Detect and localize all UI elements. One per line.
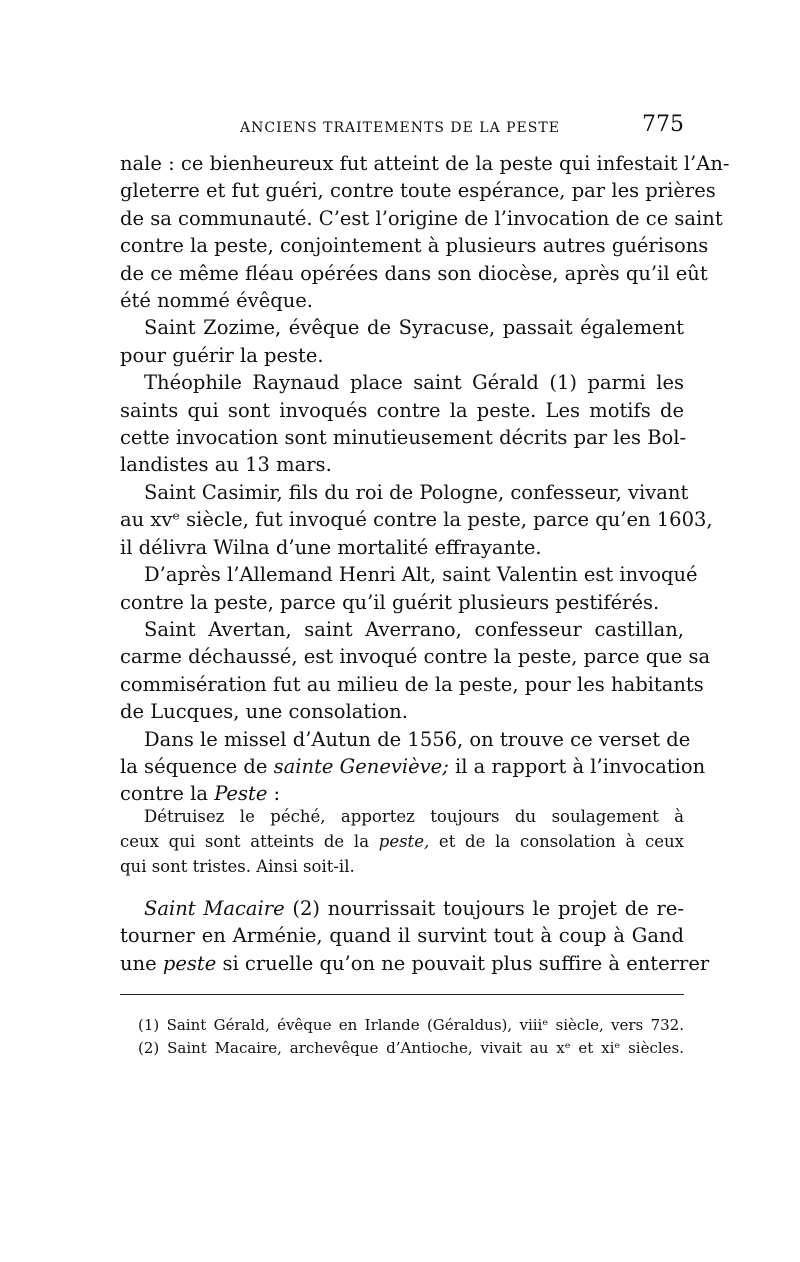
text-line: commisération fut au milieu de la peste, pour les habitants bbox=[120, 672, 704, 696]
text-line: au xvᵉ siècle, fut invoqué contre la peste, parce qu’en 1603, bbox=[120, 508, 713, 532]
text-run: : bbox=[267, 782, 281, 806]
text-line bbox=[120, 950, 710, 977]
text-line: de Lucques, une consolation. bbox=[120, 700, 408, 724]
text-run: si cruelle qu’on ne pouvait plus suffire à enterrer bbox=[216, 951, 710, 975]
text-line: cette invocation sont minutieusement décrits par les Bol- bbox=[120, 426, 687, 450]
footnote: (2) Saint Macaire, archevêque d’Antioche, vivait au xᵉ et xiᵉ siècles. bbox=[138, 1039, 684, 1057]
page-header bbox=[120, 112, 684, 142]
text-line: carme déchaussé, est invoqué contre la peste, parce que sa bbox=[120, 645, 711, 669]
italic-text: peste bbox=[162, 951, 217, 975]
quote-line: qui sont tristes. Ainsi soit-il. bbox=[120, 857, 355, 876]
body-text bbox=[120, 150, 730, 808]
text-line: landistes au 13 mars. bbox=[120, 453, 332, 477]
text-line: tourner en Arménie, quand il survint tout à coup à Gand bbox=[120, 924, 684, 948]
text-line: D’après l’Allemand Henri Alt, saint Valentin est invoqué bbox=[144, 563, 698, 587]
text-run: la séquence de bbox=[120, 754, 274, 778]
running-head: ANCIENS TRAITEMENTS DE LA PESTE bbox=[240, 120, 560, 136]
text-line bbox=[120, 895, 684, 922]
text-line: Théophile Raynaud place saint Gérald (1) parmi les bbox=[144, 371, 684, 395]
text-run: ceux qui sont atteints de la bbox=[120, 832, 379, 851]
text-line: saints qui sont invoqués contre la peste. Les motifs de bbox=[120, 398, 684, 422]
footnote-rule bbox=[120, 994, 684, 995]
body-text-continued bbox=[120, 895, 710, 977]
text-line: Dans le missel d’Autun de 1556, on trouve ce verset de bbox=[144, 727, 691, 751]
text-run: il a rapport à l’invocation bbox=[448, 754, 706, 778]
quoted-verse bbox=[120, 804, 684, 879]
text-line: gleterre et fut guéri, contre toute espérance, par les prières bbox=[120, 179, 716, 203]
text-line: été nommé évêque. bbox=[120, 289, 314, 313]
quote-line: Détruisez le péché, apportez toujours du soulagement à bbox=[144, 807, 684, 826]
text-line: il délivra Wilna d’une mortalité effrayante. bbox=[120, 535, 542, 559]
text-run: une bbox=[120, 951, 163, 975]
text-line bbox=[120, 753, 706, 780]
text-line: de ce même fléau opérées dans son diocèse, après qu’il eût bbox=[120, 261, 708, 285]
italic-text: Peste bbox=[214, 782, 268, 806]
footnotes bbox=[138, 1014, 684, 1060]
page-number: 775 bbox=[642, 112, 684, 137]
text-line: Saint Avertan, saint Averrano, confesseur castillan, bbox=[144, 617, 684, 641]
italic-text: peste, bbox=[378, 832, 430, 851]
text-run: et de la consolation à ceux bbox=[429, 832, 684, 851]
footnote: (1) Saint Gérald, évêque en Irlande (Géraldus), viiiᵉ siècle, vers 732. bbox=[138, 1016, 684, 1034]
text-line: nale : ce bienheureux fut atteint de la peste qui infestait l’An- bbox=[120, 152, 730, 175]
text-line: pour guérir la peste. bbox=[120, 343, 324, 367]
text-line: Saint Zozime, évêque de Syracuse, passait également bbox=[144, 316, 684, 340]
text-line: contre la peste, conjointement à plusieurs autres guérisons bbox=[120, 234, 709, 258]
italic-text: sainte Geneviève; bbox=[273, 754, 449, 778]
text-line: de sa communauté. C’est l’origine de l’invocation de ce saint bbox=[120, 206, 723, 230]
quote-line bbox=[120, 829, 684, 854]
text-line: Saint Casimir, fils du roi de Pologne, confesseur, vivant bbox=[144, 480, 689, 504]
text-run: (2) nourrissait toujours le projet de re- bbox=[284, 897, 684, 920]
text-line: contre la peste, parce qu’il guérit plusieurs pestiférés. bbox=[120, 590, 660, 614]
italic-text: Saint Macaire bbox=[144, 897, 285, 920]
text-run: contre la bbox=[120, 782, 215, 806]
